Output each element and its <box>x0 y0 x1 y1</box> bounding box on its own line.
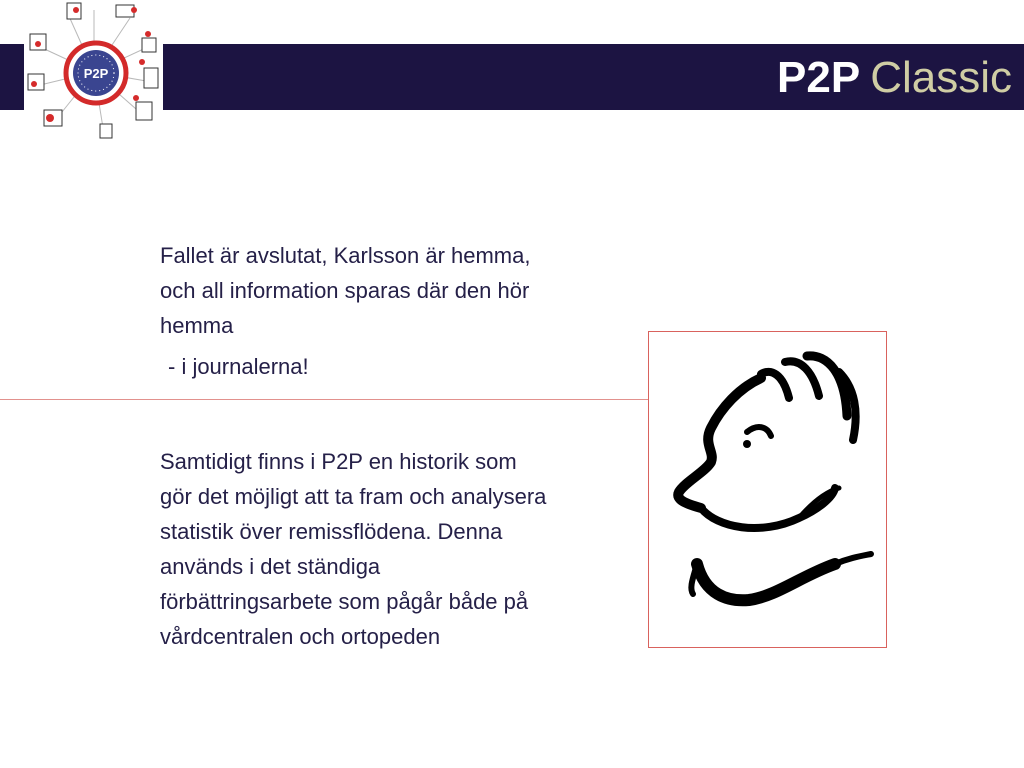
title-light: Classic <box>870 53 1012 102</box>
paragraph-1: Fallet är avslutat, Karlsson är hemma, och all information sparas där den hör hemma <box>160 243 531 338</box>
logo-label: P2P <box>83 66 109 81</box>
paragraph-1-sub: - i journalerna! <box>168 354 309 379</box>
p2p-logo <box>24 0 163 140</box>
p2p-logo-icon <box>24 0 163 140</box>
slide-title <box>777 50 1012 106</box>
face-sketch-icon <box>649 332 886 647</box>
horizontal-divider <box>0 399 650 400</box>
face-illustration <box>648 331 887 648</box>
paragraph-2: Samtidigt finns i P2P en historik som gör det möjligt att ta fram och analysera statistik över remissflödena. Denna används i det ständiga förbättringsarbete som pågår både på vårdcentralen och ortopeden <box>160 449 547 649</box>
title-bold: P2P <box>777 53 861 102</box>
